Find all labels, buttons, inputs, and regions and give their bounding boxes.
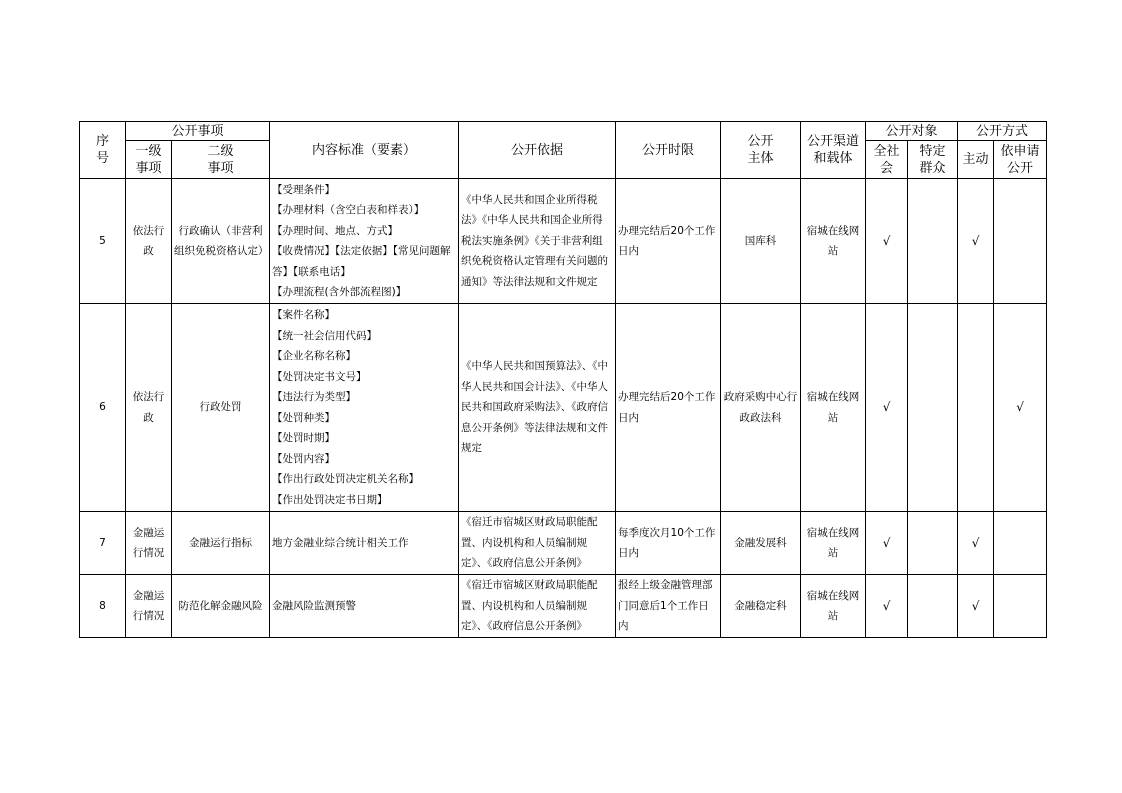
table-row xyxy=(80,179,1047,304)
table-header xyxy=(80,122,1047,179)
cell-method-request xyxy=(994,179,1047,304)
cell-seq: 6 xyxy=(80,304,126,512)
cell-level1: 金融运行情况 xyxy=(126,512,172,575)
cell-target-all: √ xyxy=(866,179,908,304)
cell-seq: 7 xyxy=(80,512,126,575)
cell-level2: 行政处罚 xyxy=(172,304,270,512)
header-seq: 序 号 xyxy=(80,122,126,179)
disclosure-table xyxy=(79,121,1047,638)
cell-method-active: √ xyxy=(958,512,994,575)
header-item-group: 公开事项 xyxy=(126,122,270,141)
cell-basis: 《中华人民共和国预算法》、《中华人民共和国会计法》、《中华人民共和国政府采购法》、《政府信息公开条例》等法律法规和文件规定 xyxy=(459,304,616,512)
cell-level2: 防范化解金融风险 xyxy=(172,575,270,638)
header-content: 内容标准（要素） xyxy=(270,122,459,179)
header-channel: 公开渠道 和载体 xyxy=(801,122,866,179)
cell-subject: 国库科 xyxy=(721,179,801,304)
header-level1: 一级 事项 xyxy=(126,141,172,179)
cell-basis: 《中华人民共和国企业所得税法》《中华人民共和国企业所得税法实施条例》《关于非营利组织免税资格认定管理有关问题的通知》等法律法规和文件规定 xyxy=(459,179,616,304)
header-level2: 二级 事项 xyxy=(172,141,270,179)
cell-channel: 宿城在线网站 xyxy=(801,179,866,304)
cell-content: 金融风险监测预警 xyxy=(270,575,459,638)
cell-method-active: √ xyxy=(958,575,994,638)
header-target-all: 全社 会 xyxy=(866,141,908,179)
cell-time-limit: 办理完结后20个工作日内 xyxy=(616,179,721,304)
cell-subject: 金融稳定科 xyxy=(721,575,801,638)
cell-subject: 政府采购中心行政政法科 xyxy=(721,304,801,512)
cell-content: 【案件名称】 【统一社会信用代码】 【企业名称名称】 【处罚决定书文号】 【违法行为类型】 【处罚种类】 【处罚时期】 【处罚内容】 【作出行政处罚决定机关名称】 【作出处罚决定书日期】 xyxy=(270,304,459,512)
cell-time-limit: 办理完结后20个工作日内 xyxy=(616,304,721,512)
header-method-active: 主动 xyxy=(958,141,994,179)
cell-channel: 宿城在线网站 xyxy=(801,304,866,512)
cell-seq: 8 xyxy=(80,575,126,638)
cell-level2: 金融运行指标 xyxy=(172,512,270,575)
cell-target-all: √ xyxy=(866,512,908,575)
cell-channel: 宿城在线网站 xyxy=(801,575,866,638)
cell-time-limit: 每季度次月10个工作日内 xyxy=(616,512,721,575)
cell-target-specific xyxy=(908,304,958,512)
table-row xyxy=(80,512,1047,575)
cell-time-limit: 报经上级金融管理部门同意后1个工作日内 xyxy=(616,575,721,638)
cell-method-active: √ xyxy=(958,179,994,304)
cell-target-specific xyxy=(908,179,958,304)
header-method-group: 公开方式 xyxy=(958,122,1047,141)
cell-level1: 依法行政 xyxy=(126,179,172,304)
header-time-limit: 公开时限 xyxy=(616,122,721,179)
header-target-specific: 特定 群众 xyxy=(908,141,958,179)
header-method-request: 依申请 公开 xyxy=(994,141,1047,179)
cell-channel: 宿城在线网站 xyxy=(801,512,866,575)
table-row xyxy=(80,575,1047,638)
cell-basis: 《宿迁市宿城区财政局职能配置、内设机构和人员编制规定》、《政府信息公开条例》 xyxy=(459,512,616,575)
cell-content: 地方金融业综合统计相关工作 xyxy=(270,512,459,575)
cell-method-request: √ xyxy=(994,304,1047,512)
cell-target-specific xyxy=(908,512,958,575)
cell-method-request xyxy=(994,575,1047,638)
cell-basis: 《宿迁市宿城区财政局职能配置、内设机构和人员编制规定》、《政府信息公开条例》 xyxy=(459,575,616,638)
cell-level2: 行政确认（非营利组织免税资格认定） xyxy=(172,179,270,304)
cell-target-all: √ xyxy=(866,575,908,638)
cell-target-specific xyxy=(908,575,958,638)
cell-level1: 依法行政 xyxy=(126,304,172,512)
header-subject: 公开 主体 xyxy=(721,122,801,179)
header-basis: 公开依据 xyxy=(459,122,616,179)
cell-subject: 金融发展科 xyxy=(721,512,801,575)
header-target-group: 公开对象 xyxy=(866,122,958,141)
cell-level1: 金融运行情况 xyxy=(126,575,172,638)
cell-method-request xyxy=(994,512,1047,575)
cell-method-active xyxy=(958,304,994,512)
cell-content: 【受理条件】 【办理材料（含空白表和样表）】 【办理时间、地点、方式】 【收费情况】【法定依据】【常见问题解答】【联系电话】 【办理流程(含外部流程图)】 xyxy=(270,179,459,304)
table-row xyxy=(80,304,1047,512)
cell-seq: 5 xyxy=(80,179,126,304)
cell-target-all: √ xyxy=(866,304,908,512)
